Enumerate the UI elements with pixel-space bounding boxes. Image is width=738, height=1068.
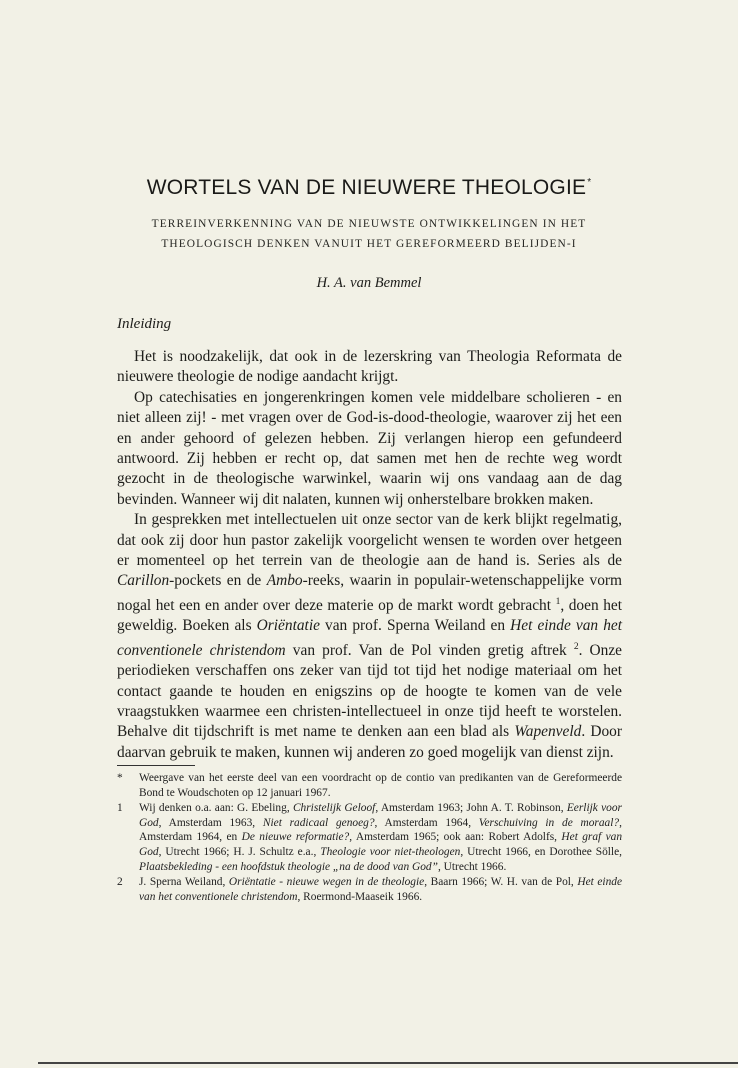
title-footnote-mark: * bbox=[587, 177, 592, 188]
paragraph-2: Op catechisaties en jongerenkringen komen vele middelbare scholieren - en niet alleen zij! - met vragen over de God-is-dood-theologie, waarover zij het een en ander gehoord of gelezen hebben. Zij verlangen hierop een gefundeerd antwoord. Zij hebben er recht op, dat samen met hen de rechte weg wordt gezocht in de theologische warwinkel, waarin wij ons vandaag aan de dag bevinden. Wanneer wij dit nalaten, kunnen wij onherstelbare brokken maken. bbox=[117, 388, 622, 508]
article-title bbox=[0, 176, 738, 200]
paragraph-3-text-a: In gesprekken met intellectuelen uit onze sector van de kerk blijkt regelmatig, dat ook zij door hun pastor zakelijk voorgelicht wensen te worden over hetgeen er momenteel op het terrein van de theologie aan de hand is. Series als de bbox=[117, 511, 622, 570]
paragraph-3-text-f: van prof. Van de Pol vinden gretig aftrek bbox=[285, 641, 574, 659]
footnote-1-title-b: Christelijk Geloof bbox=[292, 802, 376, 815]
paragraph-3-text-c: -reeks, waarin in populair-wetenschappelijke vorm nogal het een en ander over deze materie op de markt wordt gebracht bbox=[117, 572, 622, 614]
page-bottom-edge bbox=[38, 1062, 738, 1064]
footnote-2-text-a: J. Sperna Weiland, bbox=[139, 876, 229, 889]
article-author: H. A. van Bemmel bbox=[316, 275, 422, 291]
footnote-1-title-d: Eerlijk voor God bbox=[139, 802, 622, 829]
footnote-star-mark: * bbox=[117, 772, 123, 784]
footnote-2 bbox=[117, 875, 622, 904]
footnote-1-title-j: De nieuwe reformatie? bbox=[241, 831, 350, 844]
paragraph-1: Het is noodzakelijk, dat ook in de lezerskring van Theologia Reformata de nieuwere theologie de nodige aandacht krijgt. bbox=[117, 348, 622, 386]
paragraph-3-text-d: , doen het geweldig. Boeken als bbox=[117, 596, 622, 635]
article-body bbox=[117, 347, 622, 763]
ambo-title: Ambo bbox=[266, 572, 303, 590]
footnote-1-text-a: Wij denken o.a. aan: G. Ebeling, bbox=[139, 802, 293, 815]
section-heading: Inleiding bbox=[117, 316, 172, 332]
footnote-2-title-b: Oriëntatie - nieuwe wegen in de theologie bbox=[228, 876, 425, 889]
footnote-1-title-p: Plaatsbekleding - een hoofdstuk theologie „na de dood van God” bbox=[139, 860, 438, 873]
footnotes bbox=[117, 771, 622, 905]
footnote-1-text-i: , Amsterdam 1964, en bbox=[139, 816, 622, 844]
einde-title: Het einde van het conventionele christendom bbox=[117, 617, 622, 659]
footnote-2-mark: 2 bbox=[117, 876, 123, 889]
footnote-1-title-h: Verschuiving in de moraal? bbox=[478, 816, 620, 829]
paragraph-3-text-g: . Onze periodieken verschaffen ons zeker van tijd tot tijd het nodige materiaal om het contact gaande te houden en enigszins op de hoogte te komen van de vele vraagstukken waarmee een christen-intellectueel in onze tijd heeft te worstelen. Behalve dit tijdschrift is met name te denken aan een blad als bbox=[117, 641, 622, 741]
carillon-title: Carillon bbox=[117, 572, 170, 590]
footnote-ref-1: 1 bbox=[555, 596, 561, 607]
article-subtitle-line1: TERREINVERKENNING VAN DE NIEUWSTE ONTWIKKELINGEN IN HET bbox=[151, 218, 587, 230]
footnote-2-text-e: , Roermond-Maaseik 1966. bbox=[297, 890, 423, 903]
footnote-1-text-o: , Utrecht 1966, en Dorothee Sölle, bbox=[460, 845, 623, 858]
paragraph-3-text-h: . Door daarvan gebruik te maken, kunnen wij anderen zo goed mogelijk van dienst zijn. bbox=[117, 723, 622, 761]
paragraph-3 bbox=[117, 510, 622, 763]
footnote-1-text-q: , Utrecht 1966. bbox=[437, 860, 507, 873]
footnote-star bbox=[117, 771, 622, 800]
footnote-divider bbox=[117, 765, 195, 766]
footnote-1-mark: 1 bbox=[117, 802, 123, 815]
paragraph-3-text-e: van prof. Sperna Weiland en bbox=[319, 617, 511, 635]
paragraph-3-text-b: -pockets en de bbox=[169, 572, 267, 590]
orientatie-title: Oriëntatie bbox=[256, 617, 320, 635]
footnote-2-title-d: Het einde van het conventionele christendom bbox=[139, 876, 623, 903]
footnote-1-title-f: Niet radicaal genoeg? bbox=[262, 816, 375, 829]
article-title-text: WORTELS VAN DE NIEUWERE THEOLOGIE bbox=[146, 176, 587, 199]
footnote-1-text-c: , Amsterdam 1963; John A. T. Robinson, bbox=[375, 802, 567, 815]
footnote-star-text: Weergave van het eerste deel van een voordracht op de contio van predikanten van de Gereformeerde Bond te Woudschoten op 12 januari 1967. bbox=[139, 772, 622, 799]
article-subtitle-line2: THEOLOGISCH DENKEN VANUIT HET GEREFORMEERD BELIJDEN-I bbox=[161, 238, 577, 250]
footnote-1-text-m: , Utrecht 1966; H. J. Schultz e.a., bbox=[158, 845, 321, 858]
footnote-ref-2: 2 bbox=[573, 641, 579, 652]
footnote-1-title-n: Theologie voor niet-theologen bbox=[320, 845, 461, 858]
footnote-1-title-l: Het graf van God bbox=[139, 831, 623, 858]
footnote-1-text-g: , Amsterdam 1964, bbox=[374, 816, 479, 829]
footnote-2-text-c: , Baarn 1966; W. H. van de Pol, bbox=[424, 876, 578, 889]
footnote-1-text-k: , Amsterdam 1965; ook aan: Robert Adolfs, bbox=[349, 831, 562, 844]
footnote-1-text-e: , Amsterdam 1963, bbox=[158, 816, 263, 829]
wapenveld-title: Wapenveld bbox=[514, 723, 582, 741]
footnote-1 bbox=[117, 801, 622, 874]
